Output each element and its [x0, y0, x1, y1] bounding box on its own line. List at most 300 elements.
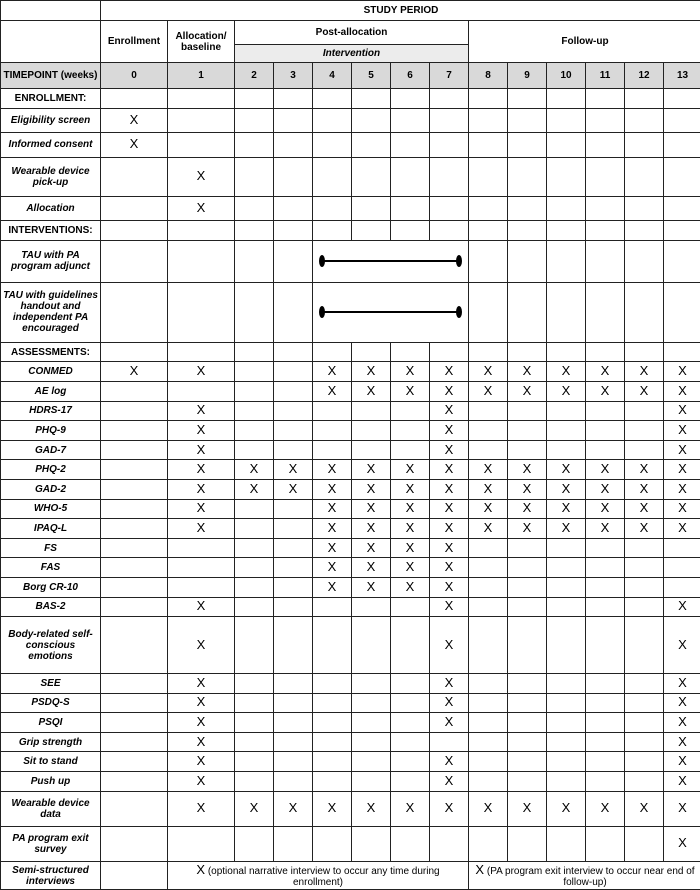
mark-cell [430, 519, 469, 539]
corner-cell [1, 1, 101, 21]
empty-cell [101, 558, 168, 578]
mark-cell [274, 480, 313, 500]
x-mark: X [523, 500, 532, 515]
empty-cell [547, 196, 586, 221]
empty-cell [352, 693, 391, 713]
x-mark: X [484, 800, 493, 815]
x-mark: X [601, 363, 610, 378]
note-text: (PA program exit interview to occur near end of follow-up) [487, 866, 695, 888]
timepoint-1: 1 [168, 63, 235, 89]
table-row [1, 440, 700, 460]
mark-cell [664, 617, 700, 674]
x-mark: X [678, 383, 687, 398]
x-mark: X [484, 481, 493, 496]
empty-cell [508, 440, 547, 460]
x-mark: X [197, 442, 206, 457]
empty-cell [313, 342, 352, 362]
empty-cell [235, 578, 274, 598]
empty-cell [391, 617, 430, 674]
empty-cell [352, 440, 391, 460]
mark-cell [168, 401, 235, 421]
row-label: TAU with PA program adjunct [1, 240, 101, 282]
empty-cell [664, 89, 700, 109]
empty-cell [313, 196, 352, 221]
mark-cell [664, 421, 700, 441]
empty-cell [274, 578, 313, 598]
mark-cell [469, 480, 508, 500]
x-mark: X [328, 559, 337, 574]
table-row [1, 282, 700, 342]
empty-cell [625, 133, 664, 158]
x-mark: X [406, 481, 415, 496]
x-mark: X [197, 675, 206, 690]
x-mark: X [678, 363, 687, 378]
table-row [1, 674, 700, 694]
empty-cell [469, 771, 508, 791]
x-mark: X [328, 500, 337, 515]
empty-cell [586, 282, 625, 342]
section-assessments: ASSESSMENTS: [1, 342, 101, 362]
empty-cell [469, 282, 508, 342]
mark-cell [430, 791, 469, 826]
empty-cell [586, 674, 625, 694]
empty-cell [274, 240, 313, 282]
empty-cell [274, 752, 313, 772]
mark-cell [547, 499, 586, 519]
x-mark: X [367, 461, 376, 476]
empty-cell [274, 108, 313, 133]
mark-cell [313, 480, 352, 500]
x-mark: X [197, 363, 206, 378]
empty-cell [664, 558, 700, 578]
empty-cell [168, 342, 235, 362]
empty-cell [430, 157, 469, 196]
timepoint-11: 11 [586, 63, 625, 89]
mark-cell [168, 157, 235, 196]
corner-cell-2 [1, 21, 101, 63]
empty-cell [625, 617, 664, 674]
empty-cell [235, 597, 274, 617]
x-mark: X [562, 481, 571, 496]
empty-cell [508, 597, 547, 617]
mark-cell [352, 538, 391, 558]
empty-cell [664, 108, 700, 133]
x-mark: X [197, 422, 206, 437]
mark-cell [430, 440, 469, 460]
mark-cell [168, 460, 235, 480]
table-row [1, 362, 700, 382]
mark-cell [101, 108, 168, 133]
duration-arrow [319, 255, 462, 267]
mark-cell [391, 460, 430, 480]
empty-cell [625, 401, 664, 421]
mark-cell [508, 460, 547, 480]
empty-cell [508, 282, 547, 342]
empty-cell [101, 732, 168, 752]
mark-cell [391, 538, 430, 558]
empty-cell [430, 133, 469, 158]
empty-cell [664, 538, 700, 558]
empty-cell [508, 578, 547, 598]
empty-cell [313, 732, 352, 752]
mark-cell [352, 578, 391, 598]
row-label: Borg CR-10 [1, 578, 101, 598]
mark-cell [391, 382, 430, 402]
row-label: Eligibility screen [1, 108, 101, 133]
empty-cell [101, 282, 168, 342]
empty-cell [274, 499, 313, 519]
x-mark: X [406, 520, 415, 535]
empty-cell [235, 693, 274, 713]
empty-cell [430, 342, 469, 362]
x-mark: X [328, 579, 337, 594]
mark-cell [168, 362, 235, 382]
empty-cell [547, 133, 586, 158]
empty-cell [508, 617, 547, 674]
x-mark: X [197, 200, 206, 215]
empty-cell [586, 221, 625, 241]
empty-cell [235, 674, 274, 694]
enrollment-interview-note [168, 862, 469, 890]
empty-cell [625, 240, 664, 282]
empty-cell [391, 221, 430, 241]
empty-cell [313, 752, 352, 772]
x-mark: X [445, 461, 454, 476]
mark-cell [508, 382, 547, 402]
empty-cell [469, 713, 508, 733]
empty-cell [274, 421, 313, 441]
empty-cell [235, 196, 274, 221]
mark-cell [313, 538, 352, 558]
empty-cell [235, 558, 274, 578]
x-mark: X [640, 481, 649, 496]
x-mark: X [289, 481, 298, 496]
empty-cell [352, 597, 391, 617]
empty-cell [168, 382, 235, 402]
empty-cell [430, 221, 469, 241]
x-mark: X [601, 481, 610, 496]
empty-cell [508, 421, 547, 441]
x-mark: X [445, 800, 454, 815]
x-mark: X [678, 773, 687, 788]
empty-cell [547, 240, 586, 282]
empty-cell [391, 693, 430, 713]
x-mark: X [289, 800, 298, 815]
empty-cell [625, 538, 664, 558]
empty-cell [586, 421, 625, 441]
mark-cell [352, 382, 391, 402]
x-mark: X [197, 734, 206, 749]
mark-cell [469, 362, 508, 382]
timepoint-0: 0 [101, 63, 168, 89]
mark-cell [508, 791, 547, 826]
empty-cell [352, 752, 391, 772]
empty-cell [168, 578, 235, 598]
x-mark: X [445, 579, 454, 594]
empty-cell [235, 221, 274, 241]
row-label: SEE [1, 674, 101, 694]
empty-cell [469, 538, 508, 558]
empty-cell [274, 519, 313, 539]
mark-cell [430, 480, 469, 500]
empty-cell [508, 674, 547, 694]
empty-cell [586, 89, 625, 109]
row-label: BAS-2 [1, 597, 101, 617]
empty-cell [313, 713, 352, 733]
post-allocation-header: Post-allocation [235, 21, 469, 45]
empty-cell [508, 693, 547, 713]
empty-cell [508, 713, 547, 733]
empty-cell [235, 342, 274, 362]
empty-cell [274, 538, 313, 558]
x-mark: X [328, 481, 337, 496]
table-row [1, 480, 700, 500]
mark-cell [430, 538, 469, 558]
row-label: Semi-structured interviews [1, 862, 101, 890]
x-mark: X [328, 383, 337, 398]
empty-cell [625, 221, 664, 241]
x-mark: X [484, 520, 493, 535]
empty-cell [547, 89, 586, 109]
timepoint-8: 8 [469, 63, 508, 89]
empty-cell [469, 578, 508, 598]
empty-cell [168, 133, 235, 158]
empty-cell [625, 282, 664, 342]
empty-cell [625, 732, 664, 752]
empty-cell [430, 89, 469, 109]
mark-cell [313, 499, 352, 519]
x-mark: X [678, 442, 687, 457]
empty-cell [586, 826, 625, 861]
x-mark: X [601, 461, 610, 476]
mark-cell [391, 362, 430, 382]
empty-cell [352, 401, 391, 421]
table-row [1, 791, 700, 826]
mark-cell [430, 401, 469, 421]
table-row [1, 771, 700, 791]
empty-cell [625, 196, 664, 221]
mark-cell [430, 771, 469, 791]
empty-cell [352, 617, 391, 674]
empty-cell [547, 282, 586, 342]
x-mark: X [367, 383, 376, 398]
empty-cell [352, 674, 391, 694]
timepoint-6: 6 [391, 63, 430, 89]
mark-cell [430, 674, 469, 694]
empty-cell [101, 771, 168, 791]
mark-cell [508, 362, 547, 382]
empty-cell [430, 108, 469, 133]
empty-cell [274, 693, 313, 713]
x-mark: X [197, 714, 206, 729]
mark-cell [586, 382, 625, 402]
mark-cell [625, 460, 664, 480]
table-row [1, 196, 700, 221]
x-mark: X [678, 835, 687, 850]
x-mark: X [445, 694, 454, 709]
empty-cell [469, 342, 508, 362]
mark-cell [586, 460, 625, 480]
mark-cell [664, 480, 700, 500]
mark-cell [664, 791, 700, 826]
empty-cell [430, 196, 469, 221]
x-mark: X [197, 694, 206, 709]
empty-cell [586, 240, 625, 282]
empty-cell [547, 597, 586, 617]
mark-cell [469, 460, 508, 480]
mark-cell [168, 519, 235, 539]
empty-cell [586, 133, 625, 158]
empty-cell [469, 732, 508, 752]
x-mark: X [678, 714, 687, 729]
timepoint-9: 9 [508, 63, 547, 89]
empty-cell [625, 713, 664, 733]
mark-cell [664, 826, 700, 861]
row-label: HDRS-17 [1, 401, 101, 421]
empty-cell [274, 674, 313, 694]
mark-cell [391, 519, 430, 539]
mark-cell [664, 382, 700, 402]
empty-cell [469, 752, 508, 772]
x-mark: X [250, 461, 259, 476]
mark-cell [430, 421, 469, 441]
empty-cell [352, 421, 391, 441]
mark-cell [430, 382, 469, 402]
empty-cell [235, 519, 274, 539]
mark-cell [168, 693, 235, 713]
table-row [1, 826, 700, 861]
empty-cell [391, 713, 430, 733]
table-row [1, 713, 700, 733]
x-mark: X [445, 402, 454, 417]
empty-cell [547, 713, 586, 733]
empty-cell [664, 240, 700, 282]
empty-cell [274, 196, 313, 221]
x-mark: X [250, 481, 259, 496]
row-label: FAS [1, 558, 101, 578]
empty-cell [101, 713, 168, 733]
x-mark: X [678, 734, 687, 749]
x-mark: X [367, 363, 376, 378]
empty-cell [352, 713, 391, 733]
empty-cell [235, 732, 274, 752]
x-mark: X [562, 363, 571, 378]
table-row [1, 240, 700, 282]
empty-cell [274, 771, 313, 791]
empty-cell [274, 342, 313, 362]
x-mark: X [406, 800, 415, 815]
row-label: Informed consent [1, 133, 101, 158]
empty-cell [586, 732, 625, 752]
empty-cell [508, 771, 547, 791]
empty-cell [625, 157, 664, 196]
mark-cell [430, 499, 469, 519]
x-mark: X [475, 862, 484, 877]
empty-cell [547, 732, 586, 752]
mark-cell [547, 791, 586, 826]
empty-cell [313, 826, 352, 861]
empty-cell [469, 693, 508, 713]
row-label: Wearable device data [1, 791, 101, 826]
x-mark: X [523, 383, 532, 398]
mark-cell [664, 597, 700, 617]
empty-cell [586, 713, 625, 733]
empty-cell [274, 221, 313, 241]
empty-cell [586, 597, 625, 617]
mark-cell [547, 519, 586, 539]
table-row [1, 862, 700, 890]
x-mark: X [406, 559, 415, 574]
empty-cell [352, 196, 391, 221]
empty-cell [625, 752, 664, 772]
x-mark: X [678, 753, 687, 768]
x-mark: X [640, 363, 649, 378]
empty-cell [313, 440, 352, 460]
mark-cell [168, 480, 235, 500]
mark-cell [168, 617, 235, 674]
empty-cell [274, 157, 313, 196]
mark-cell [625, 480, 664, 500]
row-label: PHQ-9 [1, 421, 101, 441]
x-mark: X [523, 363, 532, 378]
table-row [1, 499, 700, 519]
mark-cell [168, 597, 235, 617]
empty-cell [235, 440, 274, 460]
empty-cell [664, 196, 700, 221]
mark-cell [664, 499, 700, 519]
x-mark: X [445, 422, 454, 437]
section-enrollment: ENROLLMENT: [1, 89, 101, 109]
mark-cell [586, 499, 625, 519]
empty-cell [168, 282, 235, 342]
mark-cell [168, 674, 235, 694]
empty-cell [508, 752, 547, 772]
mark-cell [625, 791, 664, 826]
empty-cell [547, 771, 586, 791]
empty-cell [101, 401, 168, 421]
x-mark: X [484, 500, 493, 515]
x-mark: X [640, 461, 649, 476]
empty-cell [586, 558, 625, 578]
mark-cell [352, 460, 391, 480]
x-mark: X [678, 637, 687, 652]
empty-cell [391, 440, 430, 460]
mark-cell [430, 578, 469, 598]
mark-cell [430, 713, 469, 733]
empty-cell [101, 499, 168, 519]
mark-cell [101, 133, 168, 158]
table-row [1, 752, 700, 772]
empty-cell [168, 89, 235, 109]
mark-cell [391, 480, 430, 500]
mark-cell [274, 791, 313, 826]
empty-cell [391, 597, 430, 617]
x-mark: X [406, 540, 415, 555]
x-mark: X [445, 363, 454, 378]
x-mark: X [406, 461, 415, 476]
x-mark: X [328, 540, 337, 555]
x-mark: X [445, 383, 454, 398]
mark-cell [625, 519, 664, 539]
mark-cell [313, 382, 352, 402]
x-mark: X [197, 773, 206, 788]
mark-cell [101, 362, 168, 382]
empty-cell [101, 752, 168, 772]
x-mark: X [445, 714, 454, 729]
follow-up-header: Follow-up [469, 21, 700, 63]
row-label: PA program exit survey [1, 826, 101, 861]
row-label: GAD-7 [1, 440, 101, 460]
